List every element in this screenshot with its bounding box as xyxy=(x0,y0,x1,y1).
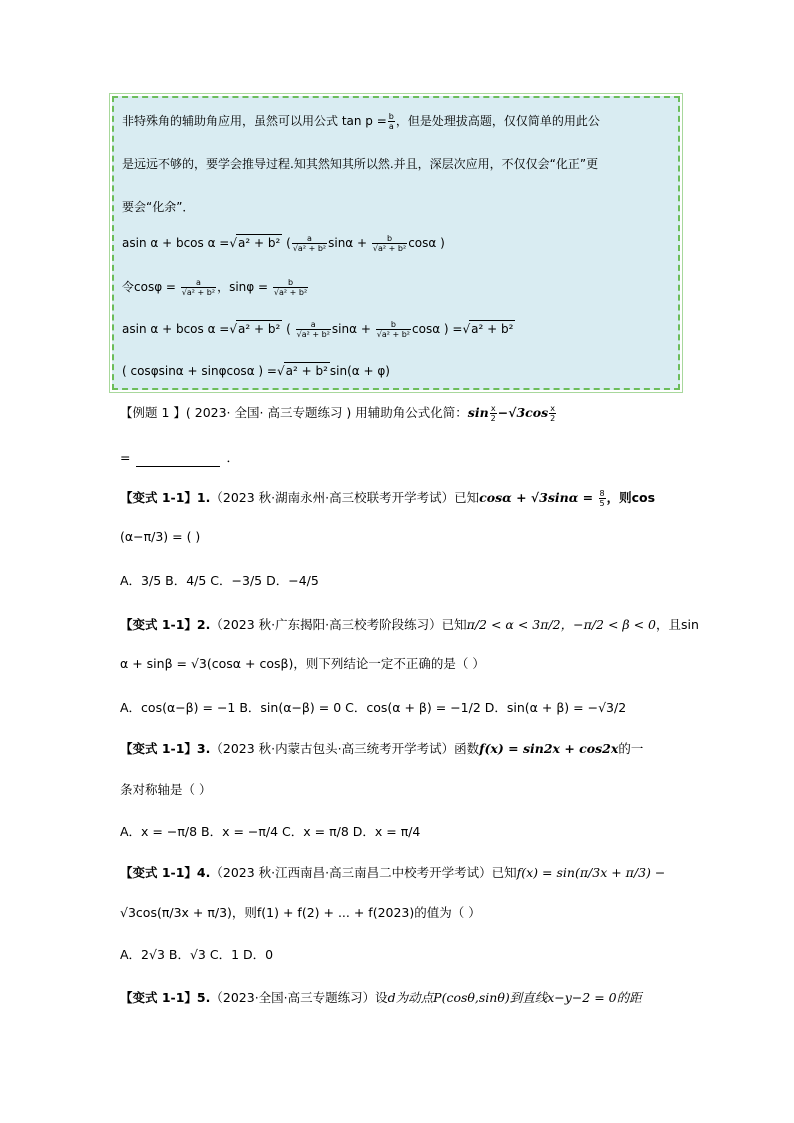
formula-4: ( cosφsinα + sinφcosα ) =√a² + b² sin(α + φ) xyxy=(122,364,390,378)
q3-choices: A．x = −π/8 B．x = −π/4 C．x = π/8 D．x = π/4 xyxy=(120,824,421,839)
formula-1: asin α + bcos α =√a² + b² ( $\frac{a}{\text{√a² + b²}}$ sinα + $\frac{b}{\text{√a² + b²}}$ cosα ) xyxy=(122,234,445,253)
answer-blank[interactable] xyxy=(136,454,220,467)
formula-3: asin α + bcos α =√a² + b² ( $\frac{a}{\text{√a² + b²}}$ sinα + $\frac{b}{\text{√a² + b²}}$ cosα ) =√a² + b² xyxy=(122,320,514,339)
intro-line-2: 是远远不够的，要学会推导过程.知其然知其所以然.并且，深层次应用，不仅仅会“化正”更 xyxy=(122,157,599,171)
q1-choices: A．3/5 B．4/5 C．−3/5 D．−4/5 xyxy=(120,573,319,588)
note-box xyxy=(112,96,680,390)
q1-stem-2: (α−π/3) = ( ) xyxy=(120,529,201,544)
q2-stem: 【变式 1-1】2.（2023 秋·广东揭阳·高三校考阶段练习）已知π/2 < α < 3π/2，−π/2 < β < 0，且sin xyxy=(120,617,699,632)
q3-stem: 【变式 1-1】3.（2023 秋·内蒙古包头·高三统考开学考试）函数f(x) = sin2x + cos2x的一 xyxy=(120,741,644,756)
formula-2: 令cosφ = $\frac{a}{\text{√a² + b²}}$ ，sinφ = $\frac{b}{\text{√a² + b²}}$ xyxy=(122,278,308,297)
q2-choices: A．cos(α−β) = −1 B．sin(α−β) = 0 C．cos(α + β) = −1/2 D．sin(α + β) = −√3/2 xyxy=(120,700,627,715)
q3-stem-2: 条对称轴是（ ） xyxy=(120,782,212,797)
q4-stem-2: √3cos(π/3x + π/3)，则f(1) + f(2) + ... + f(2023)的值为（ ） xyxy=(120,905,481,920)
intro-line-3: 要会“化余”． xyxy=(122,200,195,214)
q5-stem: 【变式 1-1】5.（2023·全国·高三专题练习）设d为动点P(cosθ,sinθ)到直线x−y−2 = 0的距 xyxy=(120,990,642,1005)
q1-stem: 【变式 1-1】1.（2023 秋·湖南永州·高三校联考开学考试）已知cosα + √3sinα = $\frac{8}{5}$ ，则cos xyxy=(120,489,656,508)
example-1-answer: = ． xyxy=(120,450,239,465)
q2-stem-2: α + sinβ = √3(cosα + cosβ)，则下列结论一定不正确的是（ ） xyxy=(120,656,485,671)
example-1: 【例题 1 】( 2023· 全国· 高三专题练习 ) 用辅助角公式化简：sin $\frac{x}{2}$ −√3cos $\frac{x}{2}$ xyxy=(120,404,556,423)
q4-stem: 【变式 1-1】4.（2023 秋·江西南昌·高三南昌二中校考开学考试）已知f(x) = sin(π/3x + π/3) − xyxy=(120,865,666,880)
q4-choices: A．2√3 B．√3 C．1 D．0 xyxy=(120,947,274,962)
intro-line-1: 非特殊角的辅助角应用，虽然可以用公式 tan p = $\frac{b}{a}$ ，但是处理拔高题，仅仅简单的用此公 xyxy=(122,112,600,131)
